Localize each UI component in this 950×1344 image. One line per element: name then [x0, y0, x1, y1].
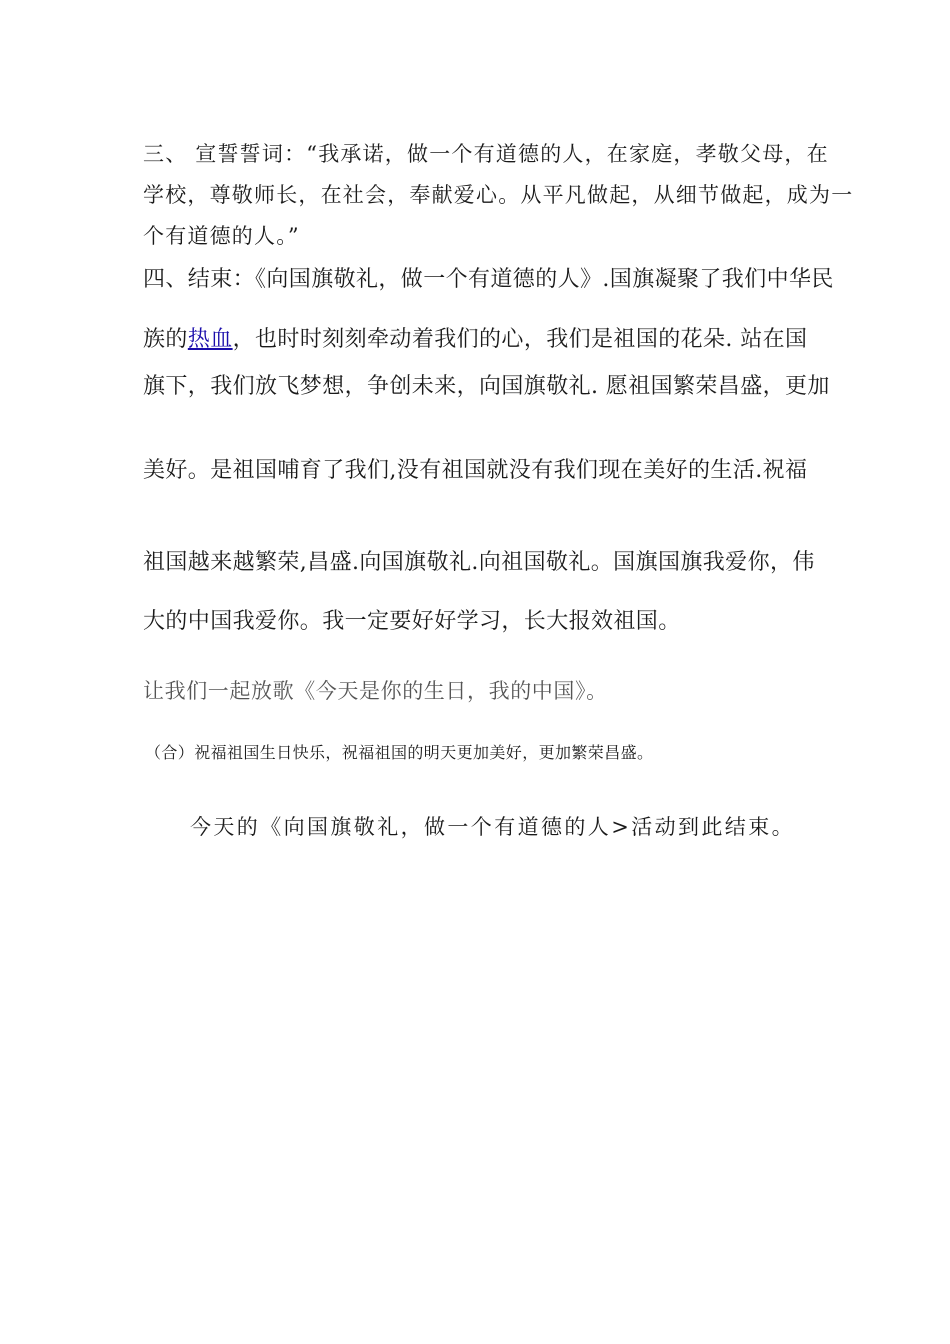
- ending-line-1: 四、结束：《向国旗敬礼，做一个有道德的人》.国旗凝聚了我们中华民: [143, 267, 834, 292]
- ending-line-3: 旗下，我们放飞梦想，争创未来，向国旗敬礼. 愿祖国繁荣昌盛，更加: [143, 374, 830, 399]
- closing-line: 今天的《向国旗敬礼，做一个有道德的人>活动到此结束。: [190, 815, 795, 839]
- ending-line-4: 美好。是祖国哺育了我们,没有祖国就没有我们现在美好的生活.祝福: [143, 458, 808, 483]
- ending-line-2: [143, 322, 807, 353]
- chorus-line: （合）祝福祖国生日快乐，祝福祖国的明天更加美好，更加繁荣昌盛。: [145, 743, 654, 762]
- ending-line-2-suffix: ，也时时刻刻牵动着我们的心，我们是祖国的花朵. 站在国: [232, 327, 808, 352]
- pledge-line-3: 个有道德的人。”: [143, 224, 300, 248]
- pledge-line-1: 三、 宣誓誓词：“我承诺，做一个有道德的人，在家庭，孝敬父母，在: [143, 142, 829, 166]
- pledge-line-2: 学校，尊敬师长，在社会，奉献爱心。从平凡做起，从细节做起，成为一: [143, 183, 854, 207]
- ending-line-6: 大的中国我爱你。我一定要好好学习，长大报效祖国。: [143, 609, 681, 634]
- song-line: 让我们一起放歌《今天是你的生日，我的中国》。: [143, 679, 608, 703]
- hot-blood-link[interactable]: 热血: [187, 327, 233, 352]
- ending-line-5: 祖国越来越繁荣,昌盛.向国旗敬礼.向祖国敬礼。国旗国旗我爱你，伟: [143, 550, 815, 575]
- ending-line-2-prefix: 族的: [143, 327, 188, 352]
